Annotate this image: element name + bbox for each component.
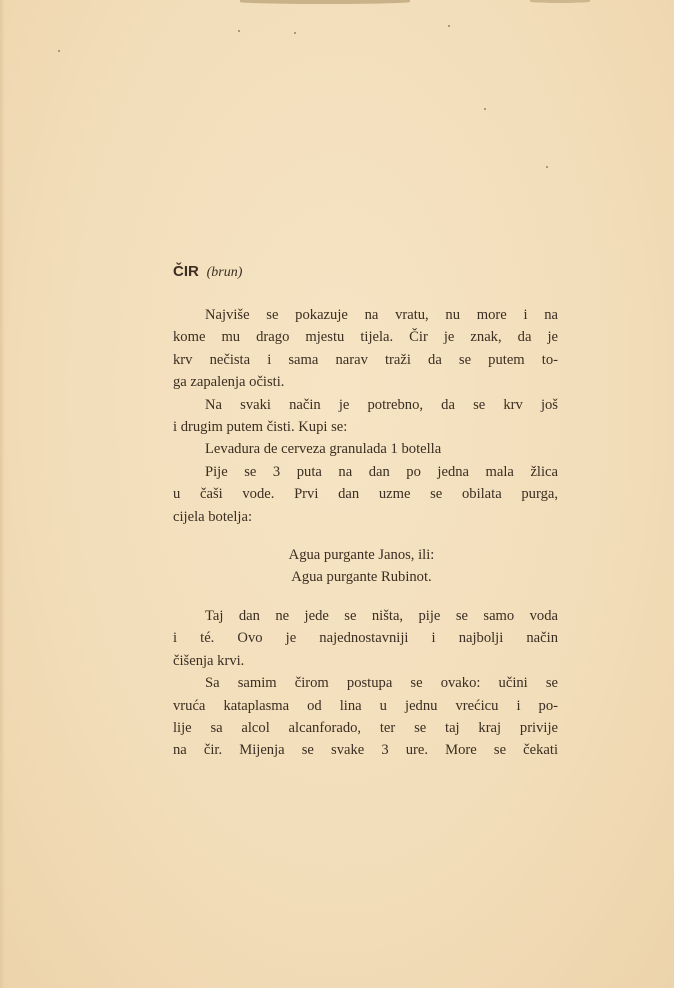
page-fold-shadow xyxy=(530,0,590,3)
paper-speck xyxy=(546,166,548,168)
paragraph xyxy=(173,394,558,439)
page-edge xyxy=(0,0,5,988)
heading-subtitle: (brun) xyxy=(206,265,243,280)
text-line: Pije se 3 puta na dan po jedna mala žlica xyxy=(205,463,558,480)
text-line: i té. Ovo je najednostavniji i najbolji način xyxy=(173,630,558,647)
paragraph xyxy=(173,672,558,762)
paper-speck xyxy=(294,32,296,34)
text-line: Levadura de cerveza granulada 1 botella xyxy=(205,441,442,458)
text-line: kome mu drago mjestu tijela. Čir je znak, da je xyxy=(173,329,558,346)
document-body xyxy=(173,262,558,762)
heading-title: ČIR xyxy=(173,263,199,280)
text-line: lije sa alcol alcanforado, ter se taj kraj privije xyxy=(173,719,558,736)
paragraph xyxy=(173,438,558,460)
text-line: čišenja krvi. xyxy=(173,652,245,669)
paragraph xyxy=(173,304,558,394)
text-line: na čir. Mijenja se svake 3 ure. More se čekati xyxy=(173,742,558,759)
page-fold-shadow xyxy=(240,0,410,4)
text-line: u čaši vode. Prvi dan uzme se obilata purga, xyxy=(173,486,558,503)
section-heading xyxy=(173,262,558,282)
paper-speck xyxy=(58,50,60,52)
text-line: i drugim putem čisti. Kupi se: xyxy=(173,419,348,436)
paragraph xyxy=(173,605,558,672)
text-line: krv nečista i sama narav traži da se putem to- xyxy=(173,351,558,368)
text-line: vruća kataplasma od lina u jednu vrećicu i po- xyxy=(173,697,558,714)
remedy-list xyxy=(173,544,558,589)
paragraph xyxy=(173,461,558,528)
paper-speck xyxy=(238,30,240,32)
text-line: Najviše se pokazuje na vratu, nu more i na xyxy=(205,307,558,323)
remedy-item: Agua purgante Janos, ili: xyxy=(288,547,435,564)
text-line: Na svaki način je potrebno, da se krv još xyxy=(205,396,558,413)
paper-speck xyxy=(484,108,486,110)
paper-speck xyxy=(448,25,450,27)
text-line: Taj dan ne jede se ništa, pije se samo voda xyxy=(205,607,558,624)
text-line: Sa samim čirom postupa se ovako: učini se xyxy=(205,675,558,692)
text-line: cijela botelja: xyxy=(173,508,253,525)
text-line: ga zapalenja očisti. xyxy=(173,374,285,391)
remedy-item: Agua purgante Rubinot. xyxy=(291,569,432,586)
